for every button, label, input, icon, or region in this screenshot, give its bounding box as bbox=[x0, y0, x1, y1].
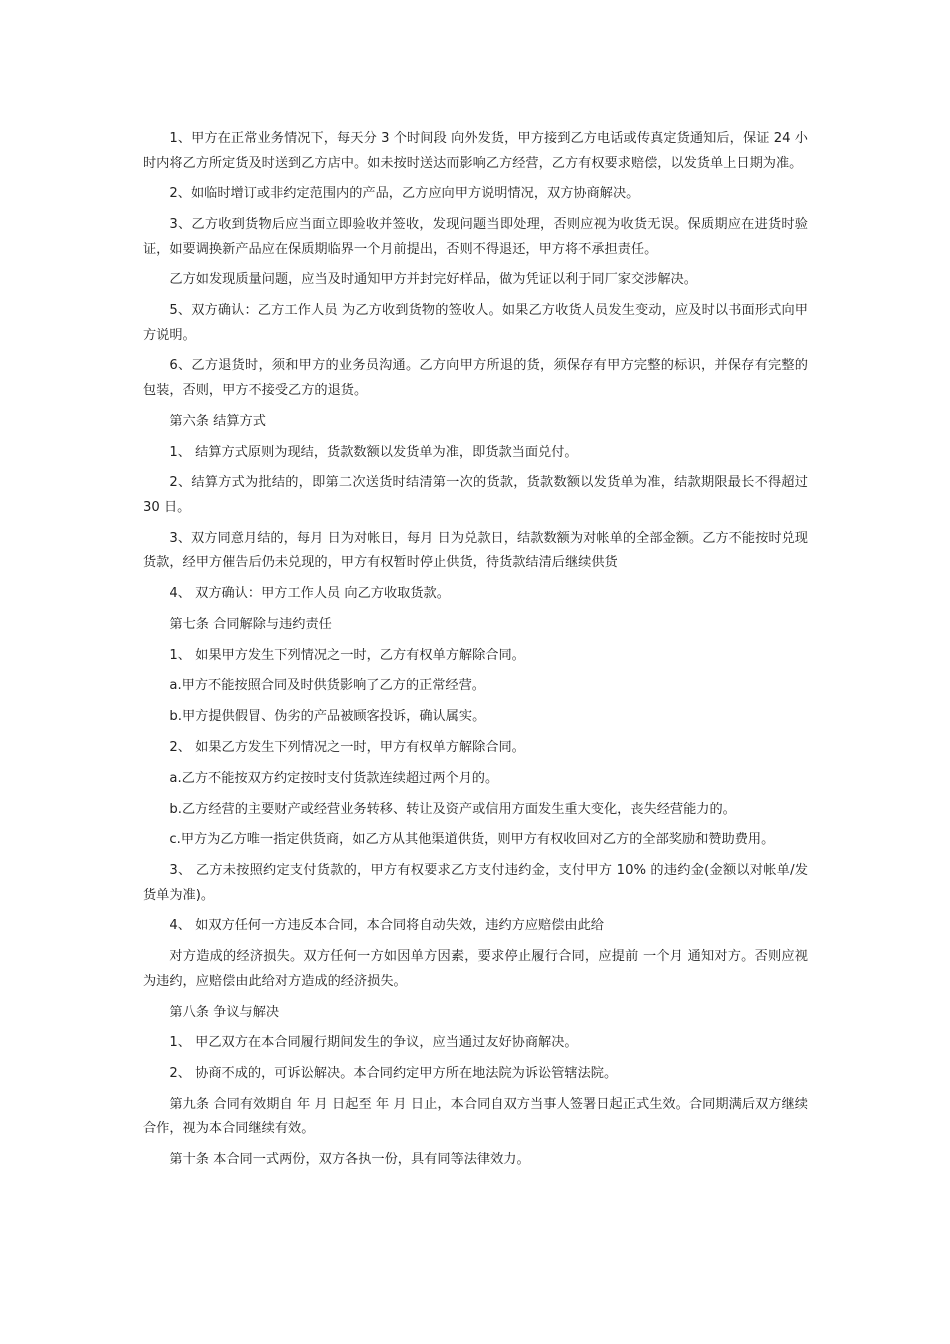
settlement-item-monthly: 3、双方同意月结的，每月 日为对帐日，每月 日为兑款日，结款数额为对帐单的全部金额。乙方不能按时兑现货款，经甲方催告后仍未兑现的，甲方有权暂时停止供货，待货款结清后继续供货 bbox=[143, 530, 808, 571]
termination-subitem-c2: c.甲方为乙方唯一指定供货商，如乙方从其他渠道供货，则甲方有权收回对乙方的全部奖励和赞助费用。 bbox=[169, 832, 775, 848]
section-heading-settlement: 第六条 结算方式 bbox=[169, 413, 266, 429]
clause-inspection: 3、乙方收到货物后应当面立即验收并签收，发现问题当即处理，否则应视为收货无误。保质期应在进货时验证，如要调换新产品应在保质期临界一个月前提出，否则不得退还，甲方将不承担责任。 bbox=[143, 217, 808, 257]
section-validity-period: 第九条 合同有效期自 年 月 日起至 年 月 日止，本合同自双方当事人签署日起正式生效。合同期满后双方继续合作，视为本合同继续有效。 bbox=[143, 1096, 808, 1137]
termination-subitem-a2: a.乙方不能按双方约定按时支付货款连续超过两个月的。 bbox=[169, 770, 499, 786]
termination-item-party-b: 2、 如果乙方发生下列情况之一时，甲方有权单方解除合同。 bbox=[169, 739, 525, 755]
clause-extra-order: 2、如临时增订或非约定范围内的产品，乙方应向甲方说明情况，双方协商解决。 bbox=[169, 186, 640, 202]
dispute-item-negotiation: 1、 甲乙双方在本合同履行期间发生的争议，应当通过友好协商解决。 bbox=[169, 1035, 578, 1051]
settlement-item-collector: 4、 双方确认：甲方工作人员 向乙方收取货款。 bbox=[169, 585, 450, 601]
termination-item-breach: 4、 如双方任何一方违反本合同，本合同将自动失效，违约方应赔偿由此给 bbox=[169, 918, 604, 934]
settlement-item-cash: 1、 结算方式原则为现结，货款数额以发货单为准，即货款当面兑付。 bbox=[169, 444, 578, 460]
clause-delivery-schedule: 1、甲方在正常业务情况下，每天分 3 个时间段 向外发货，甲方接到乙方电话或传真定货通知后，保证 24 小时内将乙方所定货及时送到乙方店中。如未按时送达而影响乙方经营，乙方有权要求赔偿，以发货单上日期为准。 bbox=[143, 131, 808, 171]
termination-item-party-a: 1、 如果甲方发生下列情况之一时，乙方有权单方解除合同。 bbox=[169, 647, 525, 663]
termination-subitem-b1: b.甲方提供假冒、伪劣的产品被顾客投诉，确认属实。 bbox=[169, 709, 486, 725]
termination-item-breach-cont: 对方造成的经济损失。双方任何一方如因单方因素，要求停止履行合同，应提前 一个月 通知对方。否则应视为违约，应赔偿由此给对方造成的经济损失。 bbox=[143, 949, 808, 989]
section-copies: 第十条 本合同一式两份，双方各执一份，具有同等法律效力。 bbox=[169, 1152, 530, 1168]
dispute-item-litigation: 2、 协商不成的，可诉讼解决。本合同约定甲方所在地法院为诉讼管辖法院。 bbox=[169, 1066, 618, 1082]
clause-quality-issue: 乙方如发现质量问题，应当及时通知甲方并封完好样品，做为凭证以利于同厂家交涉解决。 bbox=[169, 272, 697, 288]
section-heading-dispute: 第八条 争议与解决 bbox=[169, 1004, 280, 1020]
section-heading-termination: 第七条 合同解除与违约责任 bbox=[169, 616, 332, 632]
clause-returns: 6、乙方退货时，须和甲方的业务员沟通。乙方向甲方所退的货，须保存有甲方完整的标识，并保存有完整的包装，否则，甲方不接受乙方的退货。 bbox=[143, 358, 808, 398]
settlement-item-batch: 2、结算方式为批结的，即第二次送货时结清第一次的货款，货款数额以发货单为准，结款期限最长不得超过 30 日。 bbox=[143, 475, 808, 515]
termination-subitem-a1: a.甲方不能按照合同及时供货影响了乙方的正常经营。 bbox=[169, 678, 485, 694]
clause-receiver-confirmation: 5、双方确认：乙方工作人员 为乙方收到货物的签收人。如果乙方收货人员发生变动，应及时以书面形式向甲方说明。 bbox=[143, 303, 808, 343]
termination-subitem-b2: b.乙方经营的主要财产或经营业务转移、转让及资产或信用方面发生重大变化，丧失经营能力的。 bbox=[169, 801, 736, 817]
document-body bbox=[143, 127, 808, 1179]
termination-item-penalty: 3、 乙方未按照约定支付货款的，甲方有权要求乙方支付违约金，支付甲方 10% 的违约金(金额以对帐单/发货单为准)。 bbox=[143, 863, 808, 903]
